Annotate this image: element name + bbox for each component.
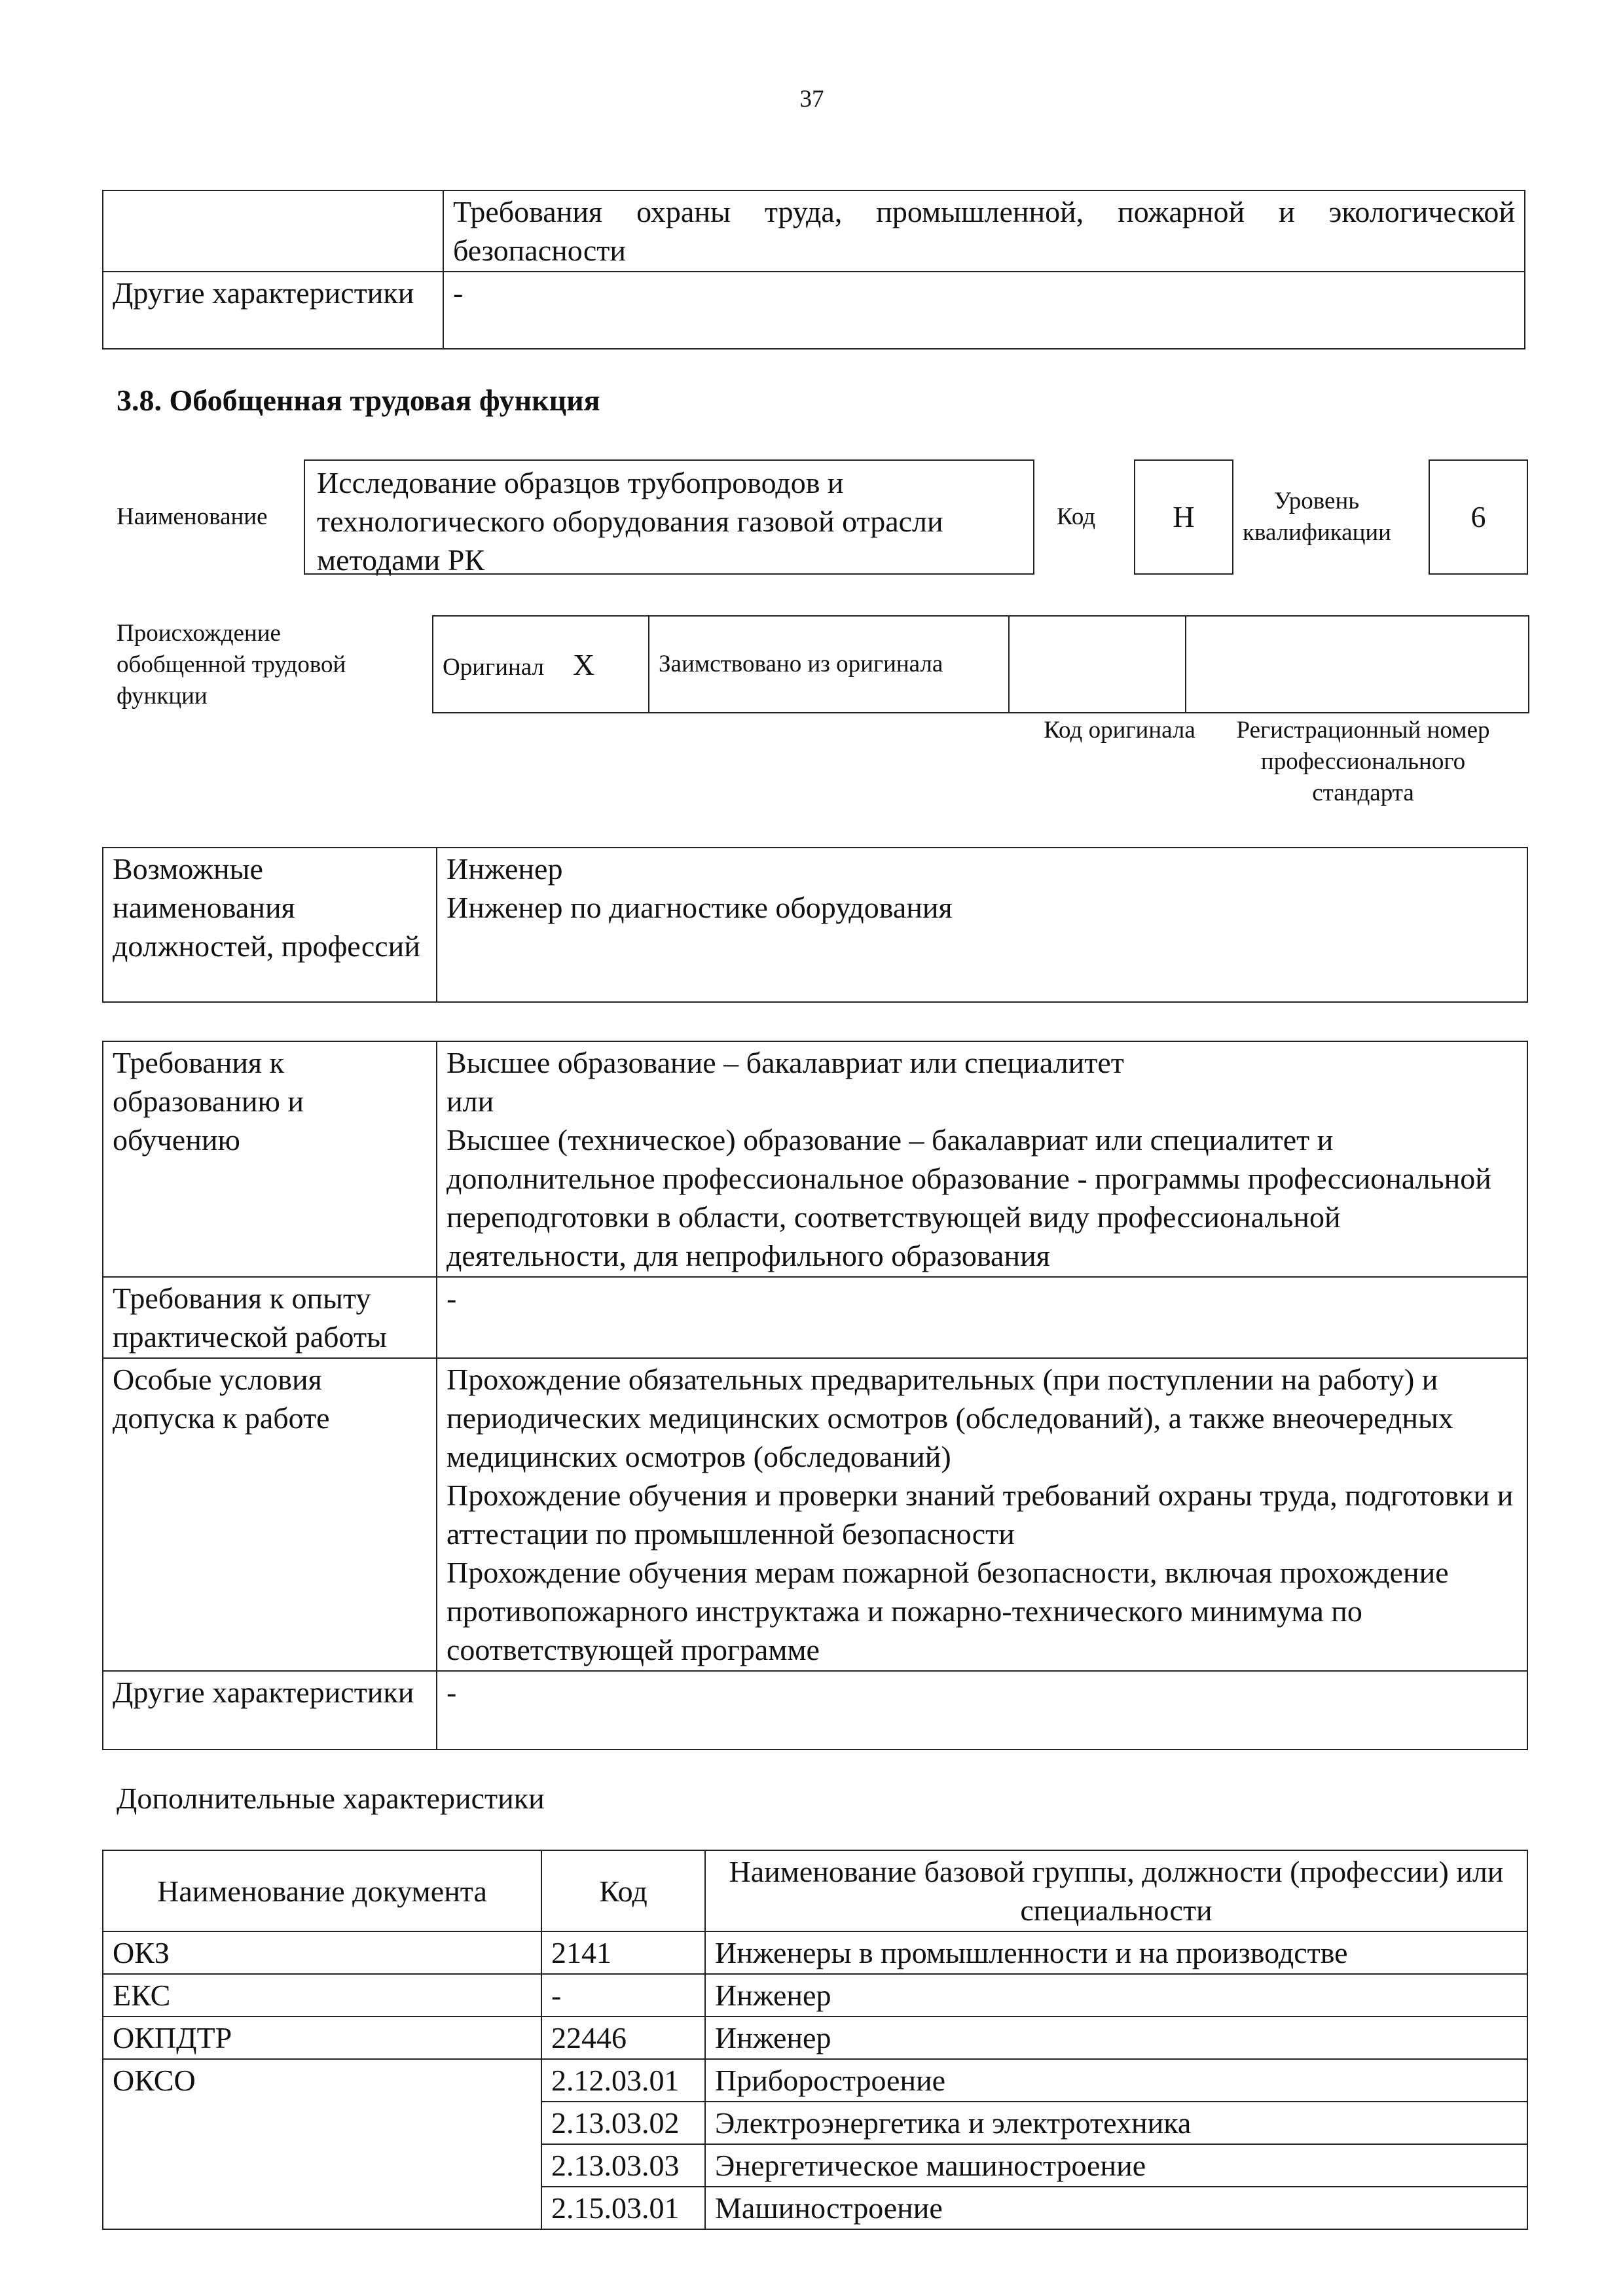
row-document: ОКСО [103, 2059, 541, 2229]
row-code: 22446 [541, 2017, 705, 2059]
row-name: Инженер [705, 1974, 1527, 2017]
requirement-label: Другие характеристики [103, 1671, 437, 1749]
requirement-value: - [437, 1277, 1527, 1358]
requirements-table [102, 1041, 1528, 1750]
row-name: Приборостроение [705, 2059, 1527, 2102]
row-code: - [541, 1974, 705, 2017]
row-name: Электроэнергетика и электротехника [705, 2102, 1527, 2144]
positions-label: Возможные наименования должностей, профессий [103, 848, 437, 1002]
row-name: Инженер [705, 2017, 1527, 2059]
origin-table [432, 615, 1529, 713]
requirement-label: Требования к опыту практической работы [103, 1277, 437, 1358]
requirement-value: - [437, 1671, 1527, 1749]
header-document: Наименование документа [103, 1850, 541, 1931]
requirement-label: Особые условия допуска к работе [103, 1358, 437, 1671]
row-code: 2141 [541, 1931, 705, 1974]
origin-reg-caption: Регистрационный номер профессионального стандарта [1236, 717, 1490, 806]
positions-table [102, 847, 1528, 1003]
requirement-row [103, 1041, 1527, 1277]
origin-original-label: Оригинал [443, 653, 545, 681]
top-table-other-value: - [443, 272, 1525, 349]
row-code: 2.12.03.01 [541, 2059, 705, 2102]
top-table-empty-cell [103, 190, 443, 272]
top-table-other-label: Другие характеристики [103, 272, 443, 349]
function-code-label: Код [1057, 503, 1096, 530]
table-row [103, 2059, 1527, 2102]
header-group-name: Наименование базовой группы, должности (профессии) или специальности [705, 1850, 1527, 1931]
function-code-box [1134, 459, 1233, 575]
page-number: 37 [799, 86, 824, 113]
requirement-label: Требования к образованию и обучению [103, 1041, 437, 1277]
additional-header-row [103, 1850, 1527, 1931]
additional-table [102, 1850, 1528, 2230]
section-title: 3.8. Обобщенная трудовая функция [117, 384, 600, 417]
row-code: 2.15.03.01 [541, 2187, 705, 2229]
function-name-box [304, 459, 1034, 575]
requirement-value: Высшее образование – бакалавриат или специалитет или Высшее (техническое) образование – бакалавриат или специалитет и дополнительное профессиональное образование - программы профессиональной переподготовки в области, соответствующей виду профессиональной деятельности, для непрофильного образования [437, 1041, 1527, 1277]
qualification-level-value: 6 [1470, 500, 1486, 533]
origin-borrowed-cell: Заимствовано из оригинала [649, 616, 1009, 713]
row-code: 2.13.03.02 [541, 2102, 705, 2144]
row-code: 2.13.03.03 [541, 2144, 705, 2187]
row-document: ОКЗ [103, 1931, 541, 1974]
origin-code-caption: Код оригинала [1044, 717, 1195, 744]
requirement-row [103, 1671, 1527, 1749]
top-table [102, 190, 1525, 350]
table-row [103, 1931, 1527, 1974]
origin-label: Происхождение обобщенной трудовой функции [117, 620, 346, 709]
additional-title: Дополнительные характеристики [117, 1782, 545, 1815]
qualification-level-label: Уровень квалификации [1243, 488, 1391, 546]
requirement-value: Прохождение обязательных предварительных (при поступлении на работу) и периодических медицинских осмотров (обследований), а также внеочередных медицинских осмотров (обследований) Прохождение обучения и проверки знаний требований охраны труда, подготовки и аттестации по промышленной безопасности Прохождение обучения мерам пожарной безопасности, включая прохождение противопожарного инструктажа и пожарно-технического минимума по соответствующей программе [437, 1358, 1527, 1671]
requirement-row [103, 1277, 1527, 1358]
function-name-value: Исследование образцов трубопроводов и технологического оборудования газовой отрасли методами РК [317, 466, 943, 577]
requirement-row [103, 1358, 1527, 1671]
top-table-requirements-cell: Требования охраны труда, промышленной, пожарной и экологической безопасности [443, 190, 1525, 272]
header-code: Код [541, 1850, 705, 1931]
table-row [103, 2017, 1527, 2059]
row-name: Энергетическое машиностроение [705, 2144, 1527, 2187]
row-document: ЕКС [103, 1974, 541, 2017]
origin-reg-cell [1186, 616, 1529, 713]
row-name: Машиностроение [705, 2187, 1527, 2229]
function-name-label: Наименование [117, 503, 268, 530]
row-name: Инженеры в промышленности и на производстве [705, 1931, 1527, 1974]
positions-value: Инженер Инженер по диагностике оборудования [437, 848, 1527, 1002]
origin-original-cell [433, 616, 649, 713]
qualification-level-box [1429, 459, 1528, 575]
table-row [103, 1974, 1527, 2017]
row-document: ОКПДТР [103, 2017, 541, 2059]
origin-code-cell [1009, 616, 1186, 713]
origin-original-mark: X [573, 647, 595, 681]
function-code-value: H [1173, 500, 1195, 533]
